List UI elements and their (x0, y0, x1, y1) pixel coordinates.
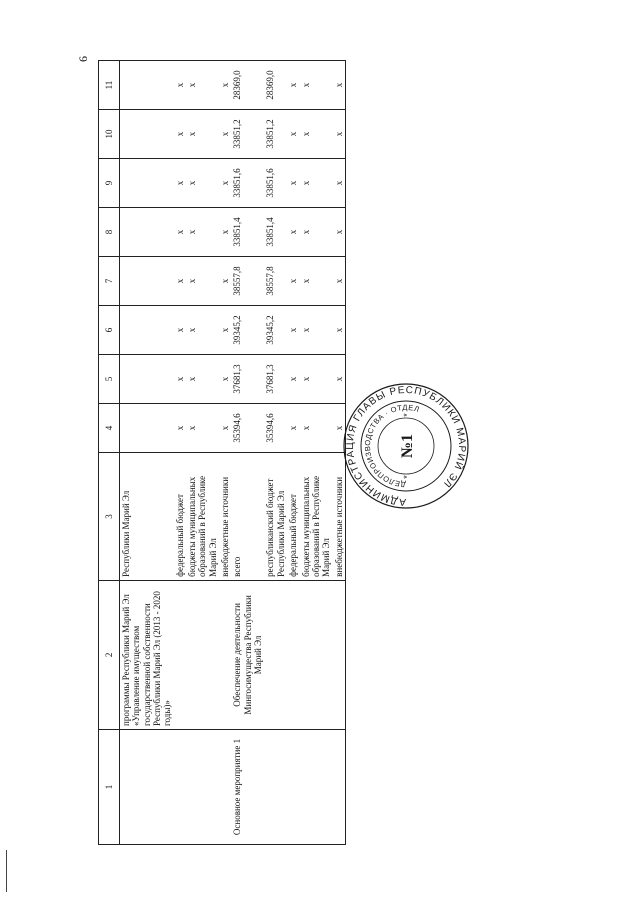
seal-inner-text: ДЕЛОПРОИЗВОДСТВА · ОТДЕЛ (362, 402, 421, 490)
value-cell: х (219, 257, 231, 306)
value-cell: 37681,3 (231, 355, 264, 404)
value-cell: х (174, 61, 186, 110)
value-cell: х (300, 257, 333, 306)
header-cell-1: 1 (99, 729, 120, 844)
source-cell: федеральный бюджет (287, 453, 299, 581)
value-cell: 39345,2 (264, 306, 287, 355)
event-cell (333, 729, 346, 844)
value-cell: х (333, 355, 346, 404)
value-cell: 33851,4 (231, 208, 264, 257)
value-cell: х (300, 159, 333, 208)
value-cell: х (333, 257, 346, 306)
value-cell: х (219, 61, 231, 110)
value-cell (120, 355, 174, 404)
table-header (99, 61, 120, 845)
name-cell (333, 580, 346, 729)
value-cell: 38557,8 (231, 257, 264, 306)
name-cell: программы Республики Марий Эл «Управление имуществом государственной собственности Республики Марий Эл (2013 - 2020 годы)» (120, 580, 174, 729)
header-cell-11: 11 (99, 61, 120, 110)
value-cell: х (287, 61, 299, 110)
source-cell: Республики Марий Эл (120, 453, 174, 581)
value-cell: х (174, 355, 186, 404)
value-cell: 35394,6 (264, 404, 287, 453)
value-cell: х (287, 404, 299, 453)
value-cell (120, 61, 174, 110)
table-row (300, 61, 333, 845)
value-cell: х (186, 110, 219, 159)
table-row (120, 61, 174, 845)
source-cell: всего (231, 453, 264, 581)
header-row (99, 61, 120, 845)
seal-outer-text: АДМИНИСТРАЦИЯ ГЛАВЫ РЕСПУБЛИКИ МАРИЙ ЭЛ (344, 384, 468, 508)
header-cell-8: 8 (99, 208, 120, 257)
table-row (219, 61, 231, 845)
table-row (287, 61, 299, 845)
source-cell: республиканский бюджет Республики Марий Эл (264, 453, 287, 581)
name-cell (219, 580, 231, 729)
value-cell: х (333, 61, 346, 110)
source-cell: бюджеты муниципальных образований в Республике Марий Эл (186, 453, 219, 581)
value-cell: х (174, 306, 186, 355)
table-row (264, 61, 287, 845)
event-cell (287, 729, 299, 844)
seal-star-icon: * (402, 475, 412, 479)
page-number: 6 (76, 56, 90, 62)
value-cell: х (174, 208, 186, 257)
value-cell: х (333, 208, 346, 257)
value-cell: х (174, 159, 186, 208)
value-cell (120, 306, 174, 355)
value-cell: 33851,4 (264, 208, 287, 257)
event-cell (174, 729, 186, 844)
source-cell: бюджеты муниципальных образований в Республике Марий Эл (300, 453, 333, 581)
value-cell: х (219, 355, 231, 404)
value-cell: х (174, 404, 186, 453)
source-cell: внебюджетные источники (219, 453, 231, 581)
header-cell-5: 5 (99, 355, 120, 404)
event-cell (186, 729, 219, 844)
value-cell: х (287, 306, 299, 355)
event-cell (264, 729, 287, 844)
table-row (186, 61, 219, 845)
value-cell: х (300, 306, 333, 355)
event-cell (219, 729, 231, 844)
value-cell: х (219, 110, 231, 159)
value-cell: 35394,6 (231, 404, 264, 453)
name-cell: Обеспечение деятельности Мингосимущества Республики Марий Эл (231, 580, 264, 729)
value-cell: х (219, 306, 231, 355)
value-cell: 37681,3 (264, 355, 287, 404)
name-cell (186, 580, 219, 729)
value-cell: 33851,6 (231, 159, 264, 208)
value-cell: х (333, 110, 346, 159)
header-cell-3: 3 (99, 453, 120, 581)
value-cell (120, 208, 174, 257)
value-cell: х (333, 306, 346, 355)
table-row (174, 61, 186, 845)
event-cell (120, 729, 174, 844)
budget-table (98, 60, 346, 845)
official-seal (342, 377, 470, 515)
value-cell: х (219, 159, 231, 208)
value-cell: 28369,0 (264, 61, 287, 110)
table-body (120, 61, 346, 845)
event-cell: Основное мероприятие 1 (231, 729, 264, 844)
value-cell: 33851,6 (264, 159, 287, 208)
header-cell-2: 2 (99, 580, 120, 729)
value-cell: х (186, 208, 219, 257)
value-cell: х (186, 257, 219, 306)
header-cell-6: 6 (99, 306, 120, 355)
table-row (231, 61, 264, 845)
value-cell (120, 159, 174, 208)
value-cell: х (174, 110, 186, 159)
value-cell: х (186, 159, 219, 208)
header-cell-10: 10 (99, 110, 120, 159)
source-cell: федеральный бюджет (174, 453, 186, 581)
seal-star-icon: * (402, 413, 412, 417)
value-cell: х (300, 355, 333, 404)
value-cell: х (186, 404, 219, 453)
name-cell (264, 580, 287, 729)
value-cell: х (333, 159, 346, 208)
name-cell (287, 580, 299, 729)
value-cell: х (300, 404, 333, 453)
value-cell: х (287, 159, 299, 208)
value-cell: 39345,2 (231, 306, 264, 355)
scan-artifact (6, 850, 7, 892)
source-cell: внебюджетные источники (333, 453, 346, 581)
name-cell (300, 580, 333, 729)
value-cell: х (287, 257, 299, 306)
value-cell: 33851,2 (264, 110, 287, 159)
value-cell: х (219, 208, 231, 257)
value-cell: 28369,0 (231, 61, 264, 110)
value-cell: х (186, 306, 219, 355)
seal-center-text: №1 (399, 433, 416, 459)
value-cell: х (174, 257, 186, 306)
value-cell: х (219, 404, 231, 453)
event-cell (300, 729, 333, 844)
value-cell: х (186, 61, 219, 110)
header-cell-7: 7 (99, 257, 120, 306)
value-cell: 33851,2 (231, 110, 264, 159)
value-cell: х (300, 61, 333, 110)
value-cell (120, 404, 174, 453)
value-cell: х (287, 208, 299, 257)
value-cell: х (300, 110, 333, 159)
value-cell: х (287, 355, 299, 404)
value-cell (120, 110, 174, 159)
value-cell: 38557,8 (264, 257, 287, 306)
value-cell: х (287, 110, 299, 159)
value-cell: х (300, 208, 333, 257)
value-cell: х (333, 404, 346, 453)
value-cell: х (186, 355, 219, 404)
header-cell-9: 9 (99, 159, 120, 208)
name-cell (174, 580, 186, 729)
value-cell (120, 257, 174, 306)
header-cell-4: 4 (99, 404, 120, 453)
